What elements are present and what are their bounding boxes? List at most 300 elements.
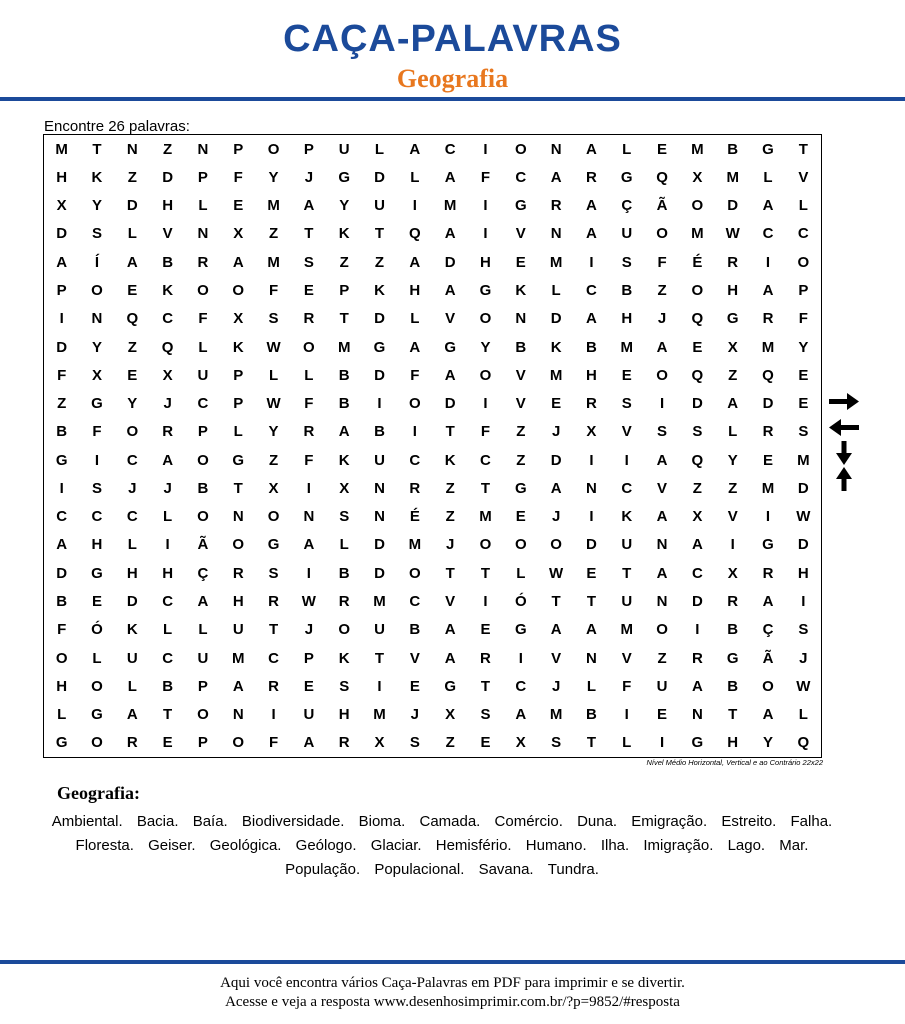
grid-letter: D [586,536,597,554]
grid-letter: X [445,706,456,724]
grid-letter: N [550,140,562,158]
grid-letter: K [444,451,456,469]
grid-letter: G [55,451,68,469]
grid-letter: G [232,451,245,469]
grid-letter: I [483,225,488,243]
grid-letter: A [409,338,421,356]
grid-letter: D [126,592,138,610]
grid-letter: Q [691,451,704,469]
grid-letter: R [727,592,739,610]
grid-letter: O [479,536,492,554]
grid-letter: A [656,508,668,526]
grid-letter: J [304,168,314,186]
grid-letter: L [798,197,808,215]
grid-letter: K [126,621,138,639]
grid-letter: N [126,140,138,158]
footer-line-2: Acesse e veja a resposta www.desenhosimprimir.com.br/?p=9852/#resposta [225,994,680,1010]
grid-letter: A [656,338,668,356]
grid-letter: A [197,592,209,610]
grid-letter: G [620,168,633,186]
grid-letter: X [586,423,597,441]
grid-letter: Z [268,451,279,469]
grid-letter: A [303,734,315,752]
grid-letter: I [59,310,64,328]
grid-letter: S [91,479,102,497]
grid-letter: A [444,168,456,186]
grid-letter: T [798,140,808,158]
grid-letter: Z [127,338,137,356]
grid-letter: S [409,734,420,752]
grid-letter: O [267,140,280,158]
grid-letter: C [691,564,703,582]
grid-letter: V [409,649,420,667]
grid-letter: L [410,310,420,328]
grid-letter: G [444,677,456,695]
grid-letter: Q [691,366,704,384]
arrow-right-icon [826,388,862,414]
grid-letter: O [479,366,492,384]
grid-letter: L [374,140,385,158]
grid-letter: F [657,253,667,271]
grid-letter: Ç [621,197,633,215]
grid-letter: I [518,649,523,667]
grid-letter: A [550,168,562,186]
grid-letter: R [727,253,739,271]
grid-letter: J [445,536,455,554]
grid-letter: I [377,395,382,413]
grid-letter: A [691,677,703,695]
grid-letter: L [268,366,279,384]
grid-letter: S [621,253,632,271]
grid-letter: F [304,451,314,469]
grid-letter: V [798,168,809,186]
grid-letter: S [303,253,314,271]
grid-letter: B [56,592,68,610]
grid-letter: S [657,423,668,441]
grid-letter: R [691,649,703,667]
grid-letter: D [797,479,809,497]
grid-letter: Ã [656,197,668,215]
grid-letter: Z [516,451,526,469]
grid-letter: A [586,310,597,328]
grid-letter: P [197,423,208,441]
grid-letter: U [197,649,209,667]
grid-letter: R [586,168,597,186]
grid-letter: W [725,225,740,243]
grid-letter: B [727,140,739,158]
grid-letter: T [339,310,349,328]
grid-letter: B [409,621,421,639]
grid-letter: I [765,253,771,271]
grid-letter: E [409,677,420,695]
word-item: Emigração. [631,813,708,830]
grid-letter: S [268,564,279,582]
word-search-grid [43,134,822,758]
grid-letter: O [514,536,527,554]
grid-letter: L [163,621,173,639]
grid-letter: T [304,225,314,243]
word-list [42,810,842,882]
grid-letter: L [763,168,773,186]
grid-letter: I [730,536,735,554]
grid-letter: J [551,677,561,695]
word-item: Geólogo. [295,837,357,854]
grid-letter: O [408,395,421,413]
grid-letter: U [303,706,315,724]
top-divider [0,97,905,101]
grid-letter: D [727,197,739,215]
grid-letter: J [163,395,172,413]
grid-letter: C [409,451,421,469]
grid-letter: Z [728,366,738,384]
grid-letter: U [374,621,385,639]
grid-letter: Z [692,479,702,497]
grid-letter: J [128,479,137,497]
grid-letter: A [303,197,315,215]
grid-letter: Q [797,734,810,752]
grid-letter: O [514,140,527,158]
grid-letter: S [91,225,102,243]
grid-letter: C [586,281,597,299]
grid-letter: É [409,508,420,526]
grid-letter: E [798,366,809,384]
grid-letter: P [56,281,67,299]
grid-letter: I [271,706,276,724]
grid-letter: F [198,310,208,328]
grid-letter: N [515,310,527,328]
instructions: Encontre 26 palavras: [44,118,190,135]
grid-letter: C [162,592,174,610]
level-note: Nível Médio Horizontal, Vertical e ao Contrário 22x22 [646,758,823,767]
grid-letter: K [515,281,527,299]
grid-letter: F [233,168,243,186]
grid-letter: O [408,564,421,582]
grid-letter: C [621,479,633,497]
grid-letter: Ã [762,649,774,667]
grid-letter: O [197,451,209,469]
grid-letter: A [550,621,562,639]
grid-letter: T [92,140,102,158]
word-item: Savana. [478,861,534,878]
grid-letter: X [692,508,703,526]
grid-letter: G [726,649,739,667]
grid-letter: H [91,536,103,554]
grid-letter: Z [445,508,455,526]
grid-letter: L [798,706,808,724]
grid-letter: A [126,253,138,271]
grid-letter: E [162,734,173,752]
grid-letter: N [586,649,597,667]
grid-letter: J [799,649,808,667]
grid-letter: P [197,677,208,695]
grid-letter: X [727,564,738,582]
grid-letter: V [515,366,526,384]
grid-letter: O [232,734,245,752]
grid-letter: L [127,225,137,243]
word-item: Falha. [790,813,833,830]
grid-letter: A [444,649,456,667]
word-item: Bacia. [136,813,179,830]
grid-letter: Y [91,338,102,356]
grid-letter: U [374,451,385,469]
grid-letter: O [91,281,103,299]
grid-letter: P [339,281,350,299]
grid-letter: C [444,140,456,158]
grid-letter: D [550,310,562,328]
grid-letter: T [374,649,385,667]
grid-letter: U [126,649,138,667]
grid-letter: R [162,423,174,441]
grid-letter: L [127,677,137,695]
grid-letter: G [726,310,739,328]
grid-letter: O [197,508,209,526]
grid-letter: C [480,451,491,469]
grid-letter: L [728,423,738,441]
grid-letter: R [126,734,138,752]
grid-letter: Z [445,479,455,497]
grid-letter: A [444,366,456,384]
grid-letter: F [480,168,491,186]
grid-letter: D [374,310,385,328]
grid-letter: N [303,508,315,526]
grid-letter: M [479,508,492,526]
grid-letter: É [692,253,703,271]
grid-letter: V [551,649,562,667]
grid-letter: L [233,423,243,441]
grid-letter: O [91,734,103,752]
grid-letter: Z [516,423,526,441]
grid-letter: A [303,536,315,554]
grid-letter: I [659,395,665,413]
grid-letter: C [762,225,774,243]
word-item: Geológica. [209,837,282,854]
grid-letter: K [162,281,174,299]
grid-letter: R [303,423,315,441]
grid-letter: U [656,677,668,695]
grid-letter: D [762,395,774,413]
word-item: Lago. [727,837,766,854]
grid-letter: F [57,366,67,384]
word-item: Duna. [577,813,618,830]
grid-letter: A [444,281,456,299]
grid-letter: J [410,706,419,724]
grid-letter: L [622,734,632,752]
grid-letter: G [267,536,280,554]
grid-letter: U [621,592,633,610]
grid-letter: Q [656,168,668,186]
word-item: Hemisfério. [435,837,512,854]
grid-letter: E [763,451,774,469]
grid-letter: G [762,536,774,554]
grid-letter: A [656,564,668,582]
grid-letter: A [762,592,774,610]
grid-letter: K [91,168,103,186]
grid-letter: I [59,479,64,497]
grid-letter: F [304,395,314,413]
grid-letter: J [551,508,561,526]
grid-letter: O [197,281,209,299]
page-title: CAÇA-PALAVRAS [283,18,622,60]
grid-letter: T [233,479,243,497]
grid-letter: P [798,281,809,299]
arrow-up-icon [826,466,862,492]
grid-letter: A [762,281,774,299]
grid-letter: V [727,508,738,526]
grid-letter: C [162,649,174,667]
grid-letter: W [266,338,281,356]
word-item: Mar. [779,837,809,854]
grid-letter: L [410,168,420,186]
grid-letter: R [338,734,350,752]
grid-letter: B [374,423,385,441]
grid-letter: A [232,677,244,695]
grid-letter: P [303,140,314,158]
grid-letter: A [56,253,68,271]
grid-letter: B [586,706,597,724]
grid-letter: R [232,564,244,582]
grid-letter: I [483,395,488,413]
grid-letter: D [56,225,68,243]
grid-letter: G [514,621,527,639]
grid-letter: R [197,253,209,271]
grid-letter: N [91,310,103,328]
grid-letter: A [444,225,456,243]
grid-letter: C [268,649,279,667]
grid-letter: T [480,677,491,695]
grid-letter: Z [127,168,137,186]
grid-letter: H [727,734,739,752]
grid-letter: I [624,451,629,469]
grid-letter: U [338,140,350,158]
grid-letter: L [57,706,67,724]
grid-letter: P [233,140,244,158]
grid-letter: M [55,140,68,158]
grid-letter: Q [408,225,421,243]
grid-letter: B [338,366,350,384]
grid-letter: D [797,536,809,554]
grid-letter: X [727,338,738,356]
grid-letter: W [301,592,316,610]
grid-letter: V [445,310,456,328]
grid-letter: R [480,649,491,667]
grid-letter: A [586,225,597,243]
grid-letter: L [198,621,208,639]
grid-letter: E [127,366,138,384]
grid-letter: H [56,677,68,695]
grid-letter: F [57,621,67,639]
grid-letter: T [728,706,738,724]
grid-letter: K [621,508,633,526]
word-item: Biodiversidade. [241,813,345,830]
grid-letter: O [797,253,810,271]
grid-letter: P [197,734,208,752]
grid-letter: C [515,677,527,695]
grid-letter: O [338,621,351,639]
grid-letter: U [621,225,633,243]
grid-letter: A [586,197,597,215]
word-item: Ambiental. [51,813,123,830]
grid-letter: Y [339,197,350,215]
grid-letter: L [339,536,349,554]
grid-letter: X [56,197,67,215]
grid-letter: E [480,621,491,639]
grid-letter: E [91,592,102,610]
grid-letter: K [374,281,385,299]
grid-letter: E [621,366,632,384]
grid-letter: S [798,423,809,441]
grid-letter: O [126,423,139,441]
grid-letter: Q [691,310,704,328]
grid-letter: Q [126,310,139,328]
grid-letter: Ó [91,621,103,639]
grid-letter: S [551,734,562,752]
grid-letter: E [657,140,668,158]
grid-letter: R [409,479,421,497]
grid-letter: I [483,140,488,158]
grid-letter: B [338,395,350,413]
grid-letter: H [338,706,350,724]
grid-letter: B [162,253,174,271]
grid-letter: N [374,508,385,526]
grid-letter: Y [127,395,138,413]
grid-letter: G [91,706,103,724]
grid-letter: O [479,310,492,328]
grid-letter: H [162,197,174,215]
grid-letter: L [198,197,208,215]
grid-letter: R [762,423,774,441]
grid-letter: N [586,479,597,497]
grid-letter: X [515,734,526,752]
word-item: Geiser. [148,837,196,854]
grid-letter: G [691,734,704,752]
grid-letter: J [551,423,561,441]
grid-letter: T [586,592,596,610]
grid-letter: D [444,253,456,271]
grid-letter: E [798,395,809,413]
grid-letter: R [268,592,279,610]
grid-letter: N [656,536,668,554]
grid-letter: A [409,253,421,271]
word-item: Comércio. [494,813,563,830]
word-item: População. [285,861,361,878]
grid-letter: D [162,168,174,186]
grid-letter: C [409,592,421,610]
grid-letter: A [409,140,421,158]
grid-letter: Y [480,338,491,356]
grid-letter: D [691,395,703,413]
grid-letter: E [692,338,703,356]
grid-letter: H [409,281,421,299]
grid-letter: M [549,366,563,384]
grid-letter: U [621,536,633,554]
grid-letter: H [621,310,633,328]
grid-letter: E [551,395,562,413]
grid-letter: Y [727,451,738,469]
grid-letter: S [798,621,809,639]
grid-letter: F [798,310,808,328]
grid-letter: I [412,423,417,441]
grid-letter: O [303,338,315,356]
grid-letter: M [691,225,704,243]
grid-letter: M [373,706,386,724]
grid-letter: Z [57,395,67,413]
grid-letter: R [550,197,562,215]
grid-letter: Y [91,197,102,215]
grid-letter: W [796,508,811,526]
grid-letter: O [91,677,103,695]
grid-letter: E [303,677,314,695]
grid-letter: O [197,706,209,724]
